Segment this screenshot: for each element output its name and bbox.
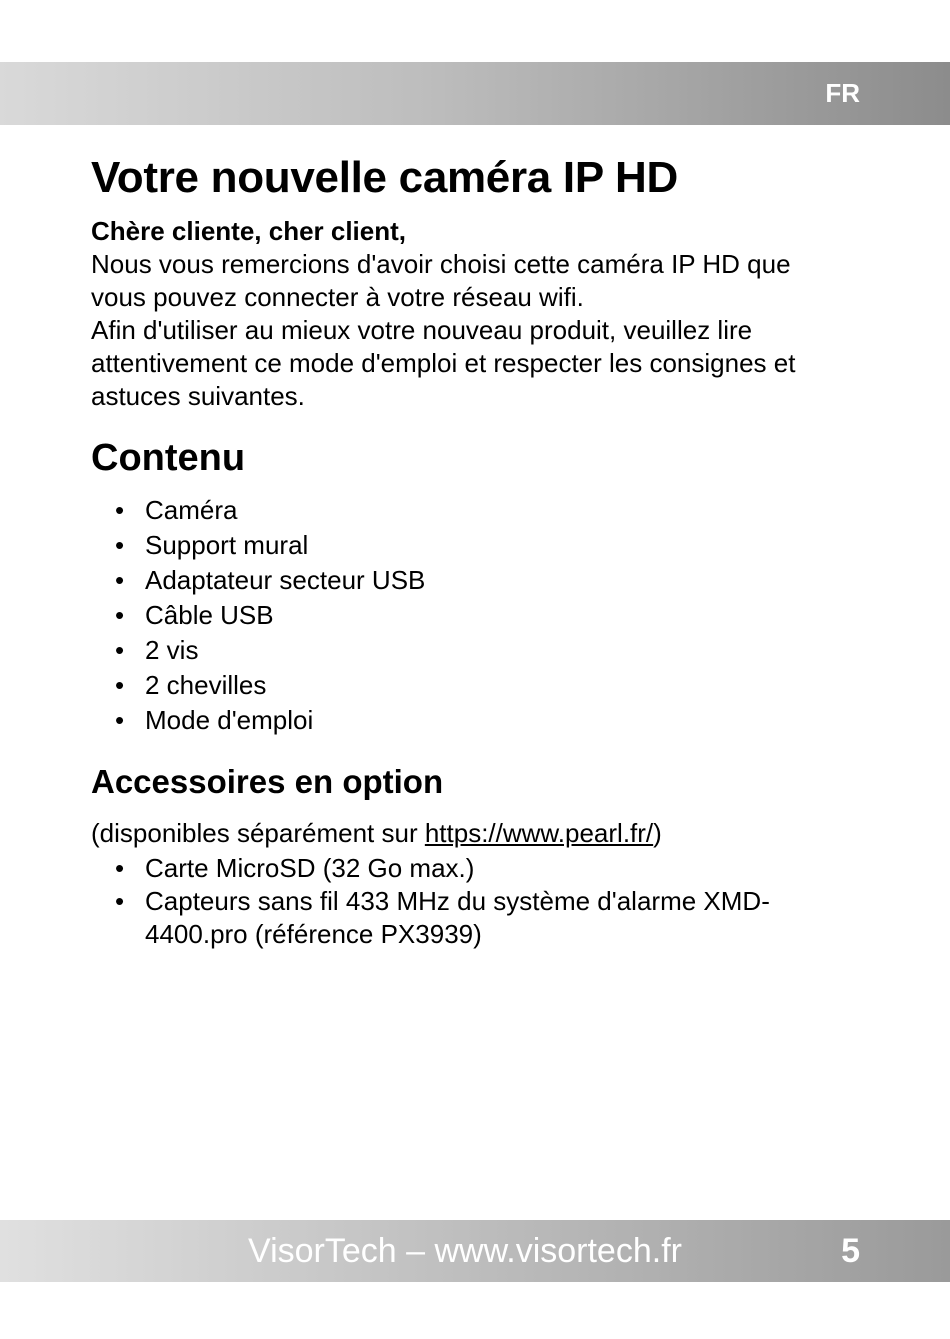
accessoires-list — [91, 852, 851, 951]
accessoires-heading: Accessoires en option — [91, 763, 444, 800]
language-label: FR — [825, 78, 860, 108]
list-item: • Support mural — [91, 528, 851, 563]
intro-paragraph-1: Nous vous remercions d'avoir choisi cette caméra IP HD que vous pouvez connecter à votre réseau wifi. — [91, 249, 791, 312]
list-item: • Câble USB — [91, 598, 851, 633]
contenu-list — [91, 493, 851, 738]
page-content — [91, 150, 851, 951]
page-number: 5 — [841, 1232, 860, 1270]
availability-prefix: (disponibles séparément sur — [91, 818, 425, 848]
availability-note — [91, 816, 851, 850]
greeting: Chère cliente, cher client, — [91, 216, 407, 246]
footer-band — [0, 1220, 950, 1282]
list-item: • 2 vis — [91, 633, 851, 668]
list-item: • 2 chevilles — [91, 668, 851, 703]
list-item: • Capteurs sans fil 433 MHz du système d'alarme XMD-4400.pro (référence PX3939) — [91, 885, 851, 951]
intro-paragraph-2: Afin d'utiliser au mieux votre nouveau produit, veuillez lire attentivement ce mode d'emploi et respecter les consignes et astuces suivantes. — [91, 315, 796, 411]
list-item: • Caméra — [91, 493, 851, 528]
header-band — [0, 62, 950, 125]
footer-text: VisorTech – www.visortech.fr — [248, 1232, 682, 1270]
list-item: • Mode d'emploi — [91, 703, 851, 738]
pearl-link[interactable]: https://www.pearl.fr/ — [424, 818, 654, 848]
page-title: Votre nouvelle caméra IP HD — [91, 153, 678, 202]
contenu-heading: Contenu — [91, 437, 246, 479]
list-item: • Adaptateur secteur USB — [91, 563, 851, 598]
list-item: • Carte MicroSD (32 Go max.) — [91, 852, 851, 885]
availability-suffix: ) — [653, 818, 662, 848]
